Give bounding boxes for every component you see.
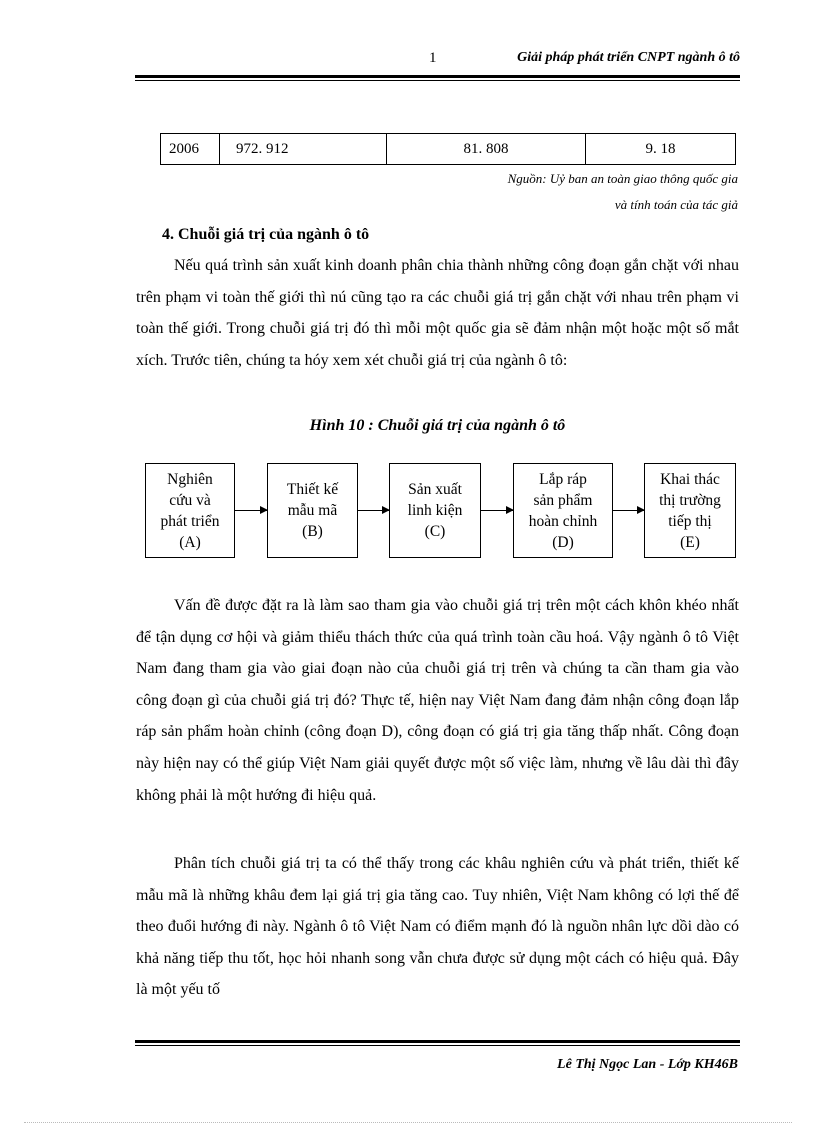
table-cell-value-2: 81. 808 xyxy=(387,134,586,165)
figure-caption: Hình 10 : Chuỗi giá trị của ngành ô tô xyxy=(309,417,566,434)
value-chain-box-d xyxy=(513,463,613,558)
paragraph-3: Phân tích chuỗi giá trị ta có thể thấy trong các khâu nghiên cứu và phát triển, thiết kế mẫu mã là những khâu đem lại giá trị gia tăng cao. Tuy nhiên, Việt Nam không có lợi thế để theo đuổi hướng đi này. Ngành ô tô Việt Nam có điểm mạnh đó là nguồn nhân lực dồi dào có khả năng tiếp thu tốt, học hỏi nhanh song vẫn chưa được sử dụng một cách có hiệu quả. Đây là một yếu tố xyxy=(136,855,739,999)
table-row xyxy=(161,134,736,165)
arrow-icon xyxy=(613,510,644,511)
header-title: Giải pháp phát triển CNPT ngành ô tô xyxy=(517,50,740,65)
paragraph-1: Nếu quá trình sản xuất kinh doanh phân chia thành những công đoạn gắn chặt với nhau trên phạm vi toàn thế giới thì nú cũng tạo ra các chuỗi giá trị gắn chặt với nhau trên phạm vi toàn thế giới. Trong chuỗi giá trị đó thì mỗi một quốc gia sẽ đảm nhận một hoặc một số mắt xích. Trước tiên, chúng ta hóy xem xét chuỗi giá trị của ngành ô tô: xyxy=(136,257,739,369)
source-note-line1: Nguồn: Uỷ ban an toàn giao thông quốc gia xyxy=(507,171,738,186)
paragraph-2: Vấn đề được đặt ra là làm sao tham gia vào chuỗi giá trị trên một cách khôn khéo nhất để tận dụng cơ hội và giảm thiểu thách thức của quá trình toàn cầu hoá. Vậy ngành ô tô Việt Nam đang tham gia vào giai đoạn nào của chuỗi giá trị trên và chúng ta cần tham gia vào công đoạn gì của chuỗi giá trị đó? Thực tế, hiện nay Việt Nam đang đảm nhận công đoạn lắp ráp sản phẩm hoàn chỉnh (công đoạn D), công đoạn có giá trị gia tăng thấp nhất. Công đoạn này hiện nay có thể giúp Việt Nam giải quyết được một số việc làm, nhưng về lâu dài thì đây không phải là một hướng đi hiệu quả. xyxy=(136,597,739,804)
page-number: 1 xyxy=(429,50,437,66)
box-a-label: Nghiên cứu và phát triển (A) xyxy=(160,470,220,551)
arrow-icon xyxy=(358,510,389,511)
box-c-label: Sản xuất linh kiện (C) xyxy=(407,481,463,540)
page-header xyxy=(135,50,740,70)
header-rule xyxy=(135,75,740,78)
value-chain-box-a xyxy=(145,463,235,558)
footer-author: Lê Thị Ngọc Lan - Lớp KH46B xyxy=(557,1057,738,1072)
source-note-line2: và tính toán của tác giả xyxy=(614,197,738,212)
data-table xyxy=(160,133,736,165)
header-rule-thin xyxy=(135,80,740,81)
footer-rule xyxy=(135,1040,740,1043)
box-e-label: Khai thác thị trường tiếp thị (E) xyxy=(659,470,721,551)
box-b-label: Thiết kế mẫu mã (B) xyxy=(286,481,339,540)
table-cell-value-3: 9. 18 xyxy=(586,134,736,165)
arrow-icon xyxy=(481,510,513,511)
section-heading: 4. Chuỗi giá trị của ngành ô tô xyxy=(162,226,370,243)
box-d-label: Lắp ráp sản phẩm hoàn chỉnh (D) xyxy=(528,470,598,551)
footer-rule-thin xyxy=(135,1045,740,1046)
arrow-icon xyxy=(235,510,267,511)
value-chain-box-b xyxy=(267,463,358,558)
table-cell-value-1: 972. 912 xyxy=(220,134,387,165)
table-cell-year: 2006 xyxy=(161,134,220,165)
value-chain-box-e xyxy=(644,463,736,558)
value-chain-box-c xyxy=(389,463,481,558)
